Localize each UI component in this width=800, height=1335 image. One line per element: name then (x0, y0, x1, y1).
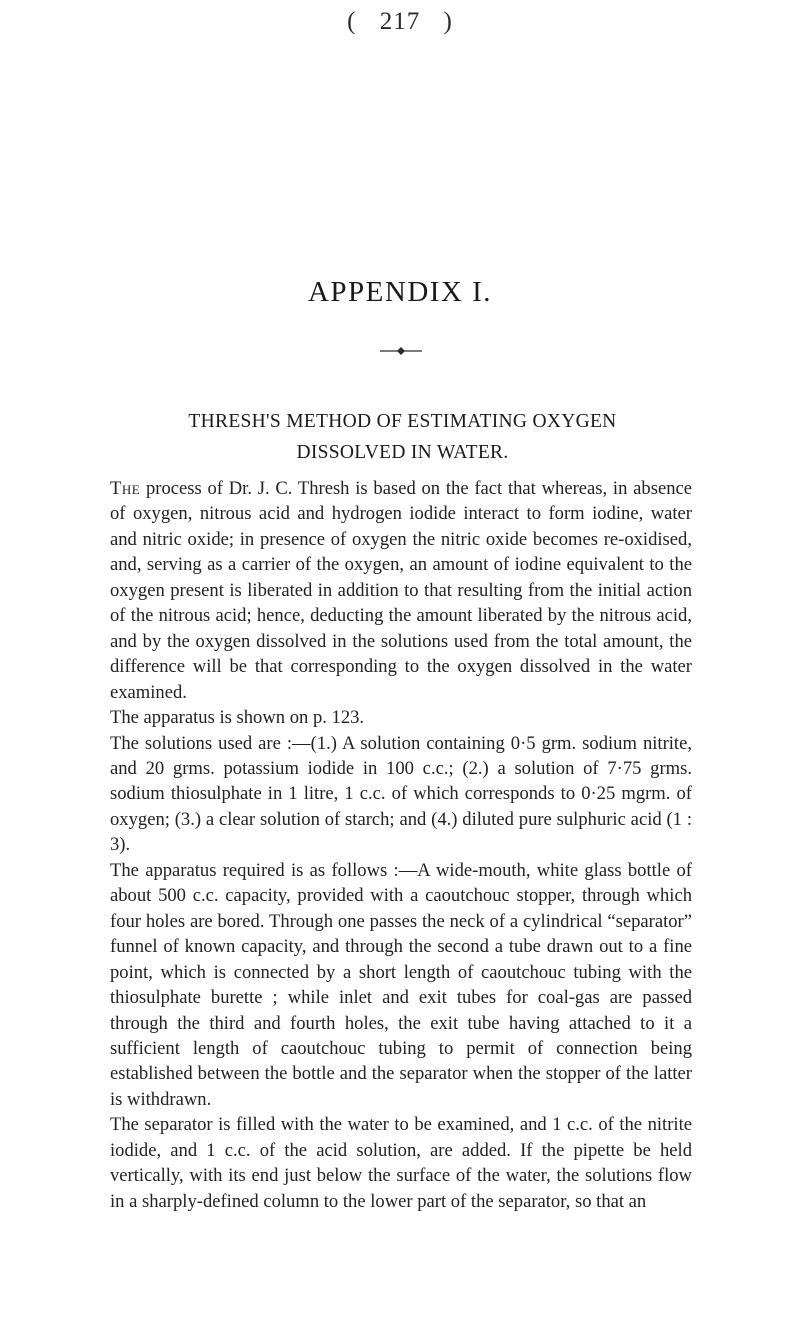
appendix-title: APPENDIX I. (307, 276, 493, 308)
paragraph-apparatus-reference (110, 705, 692, 730)
paragraph-lead-word: The (110, 478, 141, 499)
page-number-open-paren: ( (347, 8, 357, 35)
body-text (110, 476, 692, 1214)
page-number (0, 8, 800, 36)
section-heading-line-1: THRESH'S METHOD OF ESTIMATING OXYGEN (188, 411, 617, 432)
paragraph-solutions (110, 731, 692, 858)
paragraph-text: The apparatus is shown on p. 123. (110, 707, 365, 729)
paragraph-text: The solutions used are :—(1.) A solution containing 0·5 grm. sodium nitrite, and 20 grms. potassium iodide in 100 c.c.; (2.) a solution of 7·75 grms. sodium thiosulphate in 1 litre, 1 c.c. of which corresponds to 0·25 mgrm. of oxygen; (3.) a clear solution of starch; and (4.) diluted pure sulphuric acid (1 : 3). (110, 732, 692, 856)
diamond-rule-ornament-icon (380, 347, 422, 355)
section-heading-line-2: DISSOLVED IN WATER. (296, 442, 509, 463)
paragraph-text: process of Dr. J. C. Thresh is based on the fact that whereas, in absence of oxygen, nitrous acid and hydrogen iodide interact to form iodine, water and nitric oxide; in presence of oxygen the nitric oxide becomes re-oxidised, and, serving as a carrier of the oxygen, an amount of iodine equivalent to the oxygen present is liberated in addition to that resulting from the initial action of the nitrous acid; hence, deducting the amount liberated by the nitrous acid, and by the oxygen dissolved in the solutions used from the total amount, the difference will be that corresponding to the oxygen dissolved in the water examined. (110, 478, 692, 703)
paragraph-apparatus-required (110, 858, 692, 1113)
paragraph-text: The apparatus required is as follows :—A wide-mouth, white glass bottle of about 500 c.c. capacity, provided with a caoutchouc stopper, through which four holes are bored. Through one passes the neck of a cylindrical “separator” funnel of known capacity, and through the second a tube drawn out to a fine point, which is connected by a short length of caoutchouc tubing with the thiosulphate burette ; while inlet and exit tubes for coal-gas are passed through the third and fourth holes, the exit tube having attached to it a sufficient length of caoutchouc tubing to permit of connection being established between the bottle and the separator when the stopper of the latter is withdrawn. (110, 859, 692, 1110)
paragraph-text: The separator is filled with the water to be examined, and 1 c.c. of the nitrite iodide, and 1 c.c. of the acid solution, are added. If the pipette be held vertically, with its end just below the surface of the water, the solutions flow in a sharply-defined column to the lower part of the separator, so that an (110, 1114, 692, 1212)
paragraph-separator (110, 1112, 692, 1214)
page-number-close-paren: ) (443, 8, 453, 35)
section-heading (110, 406, 695, 468)
page-number-value: 217 (379, 8, 421, 35)
paragraph-process (110, 476, 692, 705)
